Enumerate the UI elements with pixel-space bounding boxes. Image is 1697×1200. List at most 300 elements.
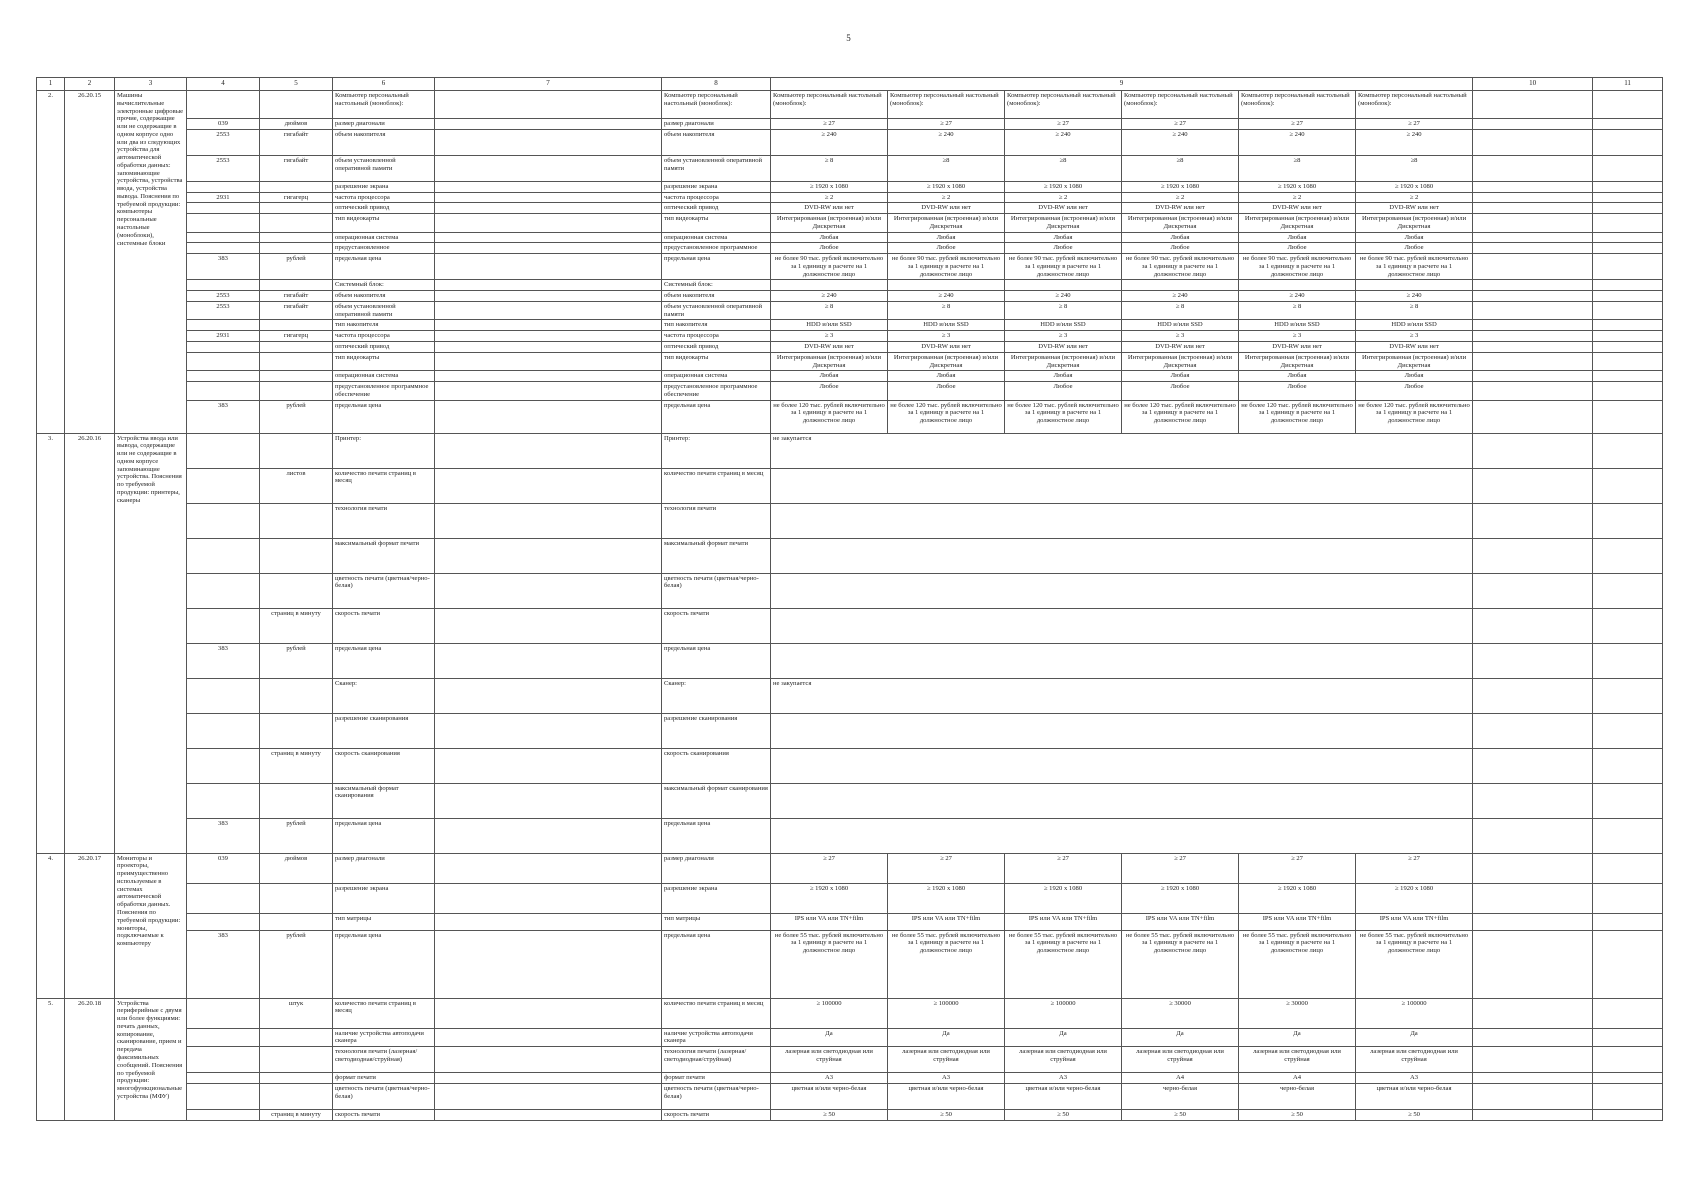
characteristic-name: разрешение экрана <box>333 883 435 913</box>
value-cell-empty <box>771 643 1473 678</box>
value-cell: не более 55 тыс. рублей включительно за 1 единицу в расчете на 1 должностное лицо <box>1239 930 1356 998</box>
characteristic-name-approved: операционная система <box>662 371 771 382</box>
value-cell: ≥ 30000 <box>1239 998 1356 1028</box>
unit-name <box>260 243 333 254</box>
characteristic-value-empty <box>435 853 662 883</box>
characteristic-name: предельная цена <box>333 930 435 998</box>
okei-code <box>187 998 260 1028</box>
value-cell: лазерная или светодиодная или струйная <box>1005 1047 1122 1073</box>
value-cell: ≥ 8 <box>1005 301 1122 320</box>
unit-name: рублей <box>260 930 333 998</box>
col-header: 6 <box>333 78 435 91</box>
characteristic-value-empty <box>435 91 662 119</box>
characteristic-name: оптический привод <box>333 203 435 214</box>
unit-name: дюймов <box>260 853 333 883</box>
unit-name: страниц в минуту <box>260 608 333 643</box>
col10-cell <box>1473 930 1593 998</box>
okei-code: 2553 <box>187 291 260 302</box>
value-cell: Компьютер персональный настольный (моноблок): <box>1122 91 1239 119</box>
characteristic-name: размер диагонали <box>333 853 435 883</box>
value-cell: не более 55 тыс. рублей включительно за 1 единицу в расчете на 1 должностное лицо <box>1356 930 1473 998</box>
value-cell: Интегрированная (встроенная) и/или Дискретная <box>1239 352 1356 371</box>
okei-code: 2553 <box>187 129 260 155</box>
characteristic-value-empty <box>435 1073 662 1084</box>
value-cell: ≥ 8 <box>888 301 1005 320</box>
value-cell: IPS или VA или TN+film <box>771 913 888 930</box>
characteristic-name-approved: скорость сканирования <box>662 748 771 783</box>
col11-cell <box>1593 232 1663 243</box>
characteristic-name: разрешение экрана <box>333 181 435 192</box>
characteristic-name-approved: предустановленное программное обеспечение <box>662 382 771 401</box>
value-cell: цветная и/или черно-белая <box>1005 1084 1122 1110</box>
okei-code <box>187 371 260 382</box>
value-cell-empty <box>771 818 1473 853</box>
col-header: 11 <box>1593 78 1663 91</box>
table-row <box>37 155 1663 181</box>
okei-code <box>187 243 260 254</box>
value-cell: ≥ 2 <box>1005 192 1122 203</box>
value-cell: Любое <box>1005 382 1122 401</box>
value-cell: ≥ 27 <box>1239 853 1356 883</box>
okei-code: 383 <box>187 818 260 853</box>
okei-code: 2931 <box>187 331 260 342</box>
value-cell: ≥ 30000 <box>1122 998 1239 1028</box>
value-cell: ≥ 27 <box>1356 853 1473 883</box>
value-cell-empty <box>771 748 1473 783</box>
value-cell: IPS или VA или TN+film <box>1356 913 1473 930</box>
value-cell: Любое <box>888 243 1005 254</box>
value-cell: ≥ 27 <box>1239 119 1356 130</box>
characteristic-name-approved: объем накопителя <box>662 129 771 155</box>
value-cell: не более 120 тыс. рублей включительно за 1 единицу в расчете на 1 должностное лицо <box>1122 400 1239 433</box>
unit-name <box>260 433 333 468</box>
characteristic-name-approved: размер диагонали <box>662 853 771 883</box>
value-cell: Интегрированная (встроенная) и/или Дискретная <box>1005 352 1122 371</box>
value-cell: DVD-RW или нет <box>1122 342 1239 353</box>
value-cell: лазерная или светодиодная или струйная <box>1356 1047 1473 1073</box>
value-cell: ≥ 2 <box>888 192 1005 203</box>
okei-code <box>187 913 260 930</box>
value-cell: лазерная или светодиодная или струйная <box>888 1047 1005 1073</box>
table-row <box>37 1028 1663 1047</box>
table-row <box>37 192 1663 203</box>
col-header: 5 <box>260 78 333 91</box>
col11-cell <box>1593 998 1663 1028</box>
unit-name: гигагерц <box>260 331 333 342</box>
value-cell: Любая <box>1005 232 1122 243</box>
characteristic-name: операционная система <box>333 371 435 382</box>
table-row <box>37 883 1663 913</box>
unit-name <box>260 91 333 119</box>
characteristic-name-approved: цветность печати (цветная/черно-белая) <box>662 1084 771 1110</box>
value-cell: не более 55 тыс. рублей включительно за 1 единицу в расчете на 1 должностное лицо <box>771 930 888 998</box>
characteristic-name: скорость печати <box>333 608 435 643</box>
row-number: 2. <box>37 91 65 434</box>
value-cell: HDD и/или SSD <box>1356 320 1473 331</box>
characteristic-name: тип видеокарты <box>333 214 435 233</box>
col10-cell <box>1473 232 1593 243</box>
value-cell: ≥ 3 <box>1005 331 1122 342</box>
value-cell <box>1356 280 1473 291</box>
value-cell: ≥ 3 <box>1239 331 1356 342</box>
table-row <box>37 1084 1663 1110</box>
characteristic-value-empty <box>435 1028 662 1047</box>
value-cell: ≥ 240 <box>771 129 888 155</box>
okei-code <box>187 608 260 643</box>
unit-name <box>260 214 333 233</box>
characteristic-name: количество печати страниц в месяц <box>333 468 435 503</box>
column-number-row <box>37 78 1663 91</box>
value-cell: Любая <box>1005 371 1122 382</box>
value-cell <box>1005 280 1122 291</box>
unit-name: страниц в минуту <box>260 1110 333 1121</box>
value-cell-empty <box>771 503 1473 538</box>
characteristic-name: оптический привод <box>333 342 435 353</box>
col10-cell <box>1473 400 1593 433</box>
characteristic-value-empty <box>435 883 662 913</box>
unit-name <box>260 280 333 291</box>
okei-code <box>187 573 260 608</box>
value-cell: Интегрированная (встроенная) и/или Дискретная <box>1122 214 1239 233</box>
value-cell: HDD и/или SSD <box>1122 320 1239 331</box>
unit-name: гигабайт <box>260 155 333 181</box>
value-cell: Интегрированная (встроенная) и/или Дискретная <box>888 352 1005 371</box>
value-cell: Любое <box>1122 243 1239 254</box>
characteristic-name: объем накопителя <box>333 291 435 302</box>
table-row <box>37 382 1663 401</box>
characteristic-name: скорость сканирования <box>333 748 435 783</box>
value-cell: DVD-RW или нет <box>1005 203 1122 214</box>
value-cell: DVD-RW или нет <box>1122 203 1239 214</box>
value-cell: ≥ 27 <box>1005 119 1122 130</box>
value-cell: не более 90 тыс. рублей включительно за 1 единицу в расчете на 1 должностное лицо <box>1239 254 1356 280</box>
characteristic-name: предельная цена <box>333 254 435 280</box>
value-cell: ≥ 240 <box>1239 291 1356 302</box>
table-row <box>37 301 1663 320</box>
col11-cell <box>1593 913 1663 930</box>
col11-cell <box>1593 320 1663 331</box>
value-cell: черно-белая <box>1122 1084 1239 1110</box>
characteristic-name: тип видеокарты <box>333 352 435 371</box>
unit-name <box>260 503 333 538</box>
characteristic-value-empty <box>435 382 662 401</box>
okei-code: 2553 <box>187 155 260 181</box>
col11-cell <box>1593 1028 1663 1047</box>
characteristic-name: предельная цена <box>333 400 435 433</box>
product-description: Устройства периферийные с двумя или более функциями: печать данных, копирование, сканирование, прием и передача факсимильных сообщений. Пояснения по требуемой продукции: многофункциональные устройства (МФУ) <box>115 998 187 1120</box>
col11-cell <box>1593 883 1663 913</box>
value-cell: Интегрированная (встроенная) и/или Дискретная <box>1239 214 1356 233</box>
characteristic-value-empty <box>435 748 662 783</box>
table-row <box>37 538 1663 573</box>
characteristic-value-empty <box>435 280 662 291</box>
col-header: 8 <box>662 78 771 91</box>
characteristic-name: частота процессора <box>333 331 435 342</box>
product-description: Машины вычислительные электронные цифровые прочие, содержащие или не содержащие в одном корпусе одно или два из следующих устройства для автоматической обработки данных: запоминающие устройства, устройства ввода, устройства вывода. Пояснения по требуемой продукции: компьютеры персональные настольные (моноблоки), системные блоки <box>115 91 187 434</box>
value-cell: ≥ 50 <box>1356 1110 1473 1121</box>
characteristic-name: наличие устройства автоподачи сканера <box>333 1028 435 1047</box>
characteristic-name: предустановленное программное обеспечение <box>333 382 435 401</box>
characteristic-name: разрешение сканирования <box>333 713 435 748</box>
col10-cell <box>1473 678 1593 713</box>
col11-cell <box>1593 91 1663 119</box>
value-cell: лазерная или светодиодная или струйная <box>1122 1047 1239 1073</box>
characteristic-name-approved: технология печати <box>662 503 771 538</box>
value-cell: ≥ 50 <box>1239 1110 1356 1121</box>
table-row <box>37 91 1663 119</box>
characteristic-name-approved: оптический привод <box>662 342 771 353</box>
value-cell: Любое <box>1239 243 1356 254</box>
value-cell: не более 55 тыс. рублей включительно за 1 единицу в расчете на 1 должностное лицо <box>1005 930 1122 998</box>
not-purchased-note: не закупается <box>771 433 1473 468</box>
col10-cell <box>1473 382 1593 401</box>
value-cell: ≥8 <box>1122 155 1239 181</box>
table-row <box>37 280 1663 291</box>
col10-cell <box>1473 1073 1593 1084</box>
characteristic-name-approved: Сканер: <box>662 678 771 713</box>
table-row <box>37 129 1663 155</box>
col10-cell <box>1473 913 1593 930</box>
value-cell: Любая <box>1239 232 1356 243</box>
table-row <box>37 400 1663 433</box>
value-cell: ≥ 100000 <box>1005 998 1122 1028</box>
value-cell: ≥ 2 <box>771 192 888 203</box>
value-cell: ≥ 8 <box>1122 301 1239 320</box>
okei-code <box>187 713 260 748</box>
value-cell: ≥ 240 <box>771 291 888 302</box>
col11-cell <box>1593 155 1663 181</box>
value-cell <box>1122 280 1239 291</box>
col-header: 2 <box>65 78 115 91</box>
col11-cell <box>1593 538 1663 573</box>
table-row <box>37 119 1663 130</box>
value-cell: ≥ 2 <box>1356 192 1473 203</box>
value-cell: ≥ 2 <box>1122 192 1239 203</box>
unit-name: гигабайт <box>260 301 333 320</box>
value-cell-empty <box>771 468 1473 503</box>
unit-name <box>260 352 333 371</box>
value-cell: ≥ 1920 x 1080 <box>1356 883 1473 913</box>
value-cell: А4 <box>1239 1073 1356 1084</box>
characteristic-name: предельная цена <box>333 818 435 853</box>
value-cell: Любая <box>1356 371 1473 382</box>
col11-cell <box>1593 331 1663 342</box>
value-cell: IPS или VA или TN+film <box>888 913 1005 930</box>
value-cell: ≥ 3 <box>888 331 1005 342</box>
value-cell: ≥ 27 <box>1356 119 1473 130</box>
row-number: 5. <box>37 998 65 1120</box>
value-cell: цветная и/или черно-белая <box>1356 1084 1473 1110</box>
table-row <box>37 930 1663 998</box>
unit-name <box>260 232 333 243</box>
col10-cell <box>1473 538 1593 573</box>
okei-code <box>187 1073 260 1084</box>
characteristic-name-approved: оптический привод <box>662 203 771 214</box>
col11-cell <box>1593 1110 1663 1121</box>
okei-code <box>187 91 260 119</box>
col10-cell <box>1473 203 1593 214</box>
value-cell: ≥ 240 <box>1239 129 1356 155</box>
col11-cell <box>1593 503 1663 538</box>
table-row <box>37 331 1663 342</box>
characteristic-name: максимальный формат сканирования <box>333 783 435 818</box>
unit-name: рублей <box>260 643 333 678</box>
table-row <box>37 291 1663 302</box>
okpd2-code: 26.20.15 <box>65 91 115 434</box>
value-cell: ≥ 100000 <box>888 998 1005 1028</box>
value-cell: Да <box>1356 1028 1473 1047</box>
table-row <box>37 913 1663 930</box>
col10-cell <box>1473 342 1593 353</box>
unit-name <box>260 883 333 913</box>
characteristic-value-empty <box>435 608 662 643</box>
value-cell: Интегрированная (встроенная) и/или Дискретная <box>1005 214 1122 233</box>
characteristic-name-approved: объем установленной оперативной памяти <box>662 301 771 320</box>
characteristic-name-approved: тип видеокарты <box>662 352 771 371</box>
value-cell: не более 120 тыс. рублей включительно за 1 единицу в расчете на 1 должностное лицо <box>1356 400 1473 433</box>
characteristic-name: частота процессора <box>333 192 435 203</box>
table-row <box>37 232 1663 243</box>
page-number: 5 <box>846 33 851 43</box>
value-cell: Интегрированная (встроенная) и/или Дискретная <box>1356 214 1473 233</box>
col10-cell <box>1473 573 1593 608</box>
col10-cell <box>1473 608 1593 643</box>
characteristic-name-approved: предельная цена <box>662 643 771 678</box>
col11-cell <box>1593 1047 1663 1073</box>
value-cell: ≥ 100000 <box>771 998 888 1028</box>
characteristic-name-approved: количество печати страниц в месяц <box>662 468 771 503</box>
characteristic-name: размер диагонали <box>333 119 435 130</box>
row-number: 3. <box>37 433 65 853</box>
characteristic-value-empty <box>435 400 662 433</box>
characteristic-name-approved: технология печати (лазерная/светодиодная/струйная) <box>662 1047 771 1073</box>
col11-cell <box>1593 254 1663 280</box>
value-cell: Интегрированная (встроенная) и/или Дискретная <box>771 214 888 233</box>
okei-code <box>187 1028 260 1047</box>
col11-cell <box>1593 280 1663 291</box>
characteristic-name-approved: разрешение экрана <box>662 883 771 913</box>
col11-cell <box>1593 853 1663 883</box>
characteristic-value-empty <box>435 468 662 503</box>
value-cell: не более 90 тыс. рублей включительно за 1 единицу в расчете на 1 должностное лицо <box>888 254 1005 280</box>
value-cell: DVD-RW или нет <box>1239 342 1356 353</box>
value-cell: черно-белая <box>1239 1084 1356 1110</box>
characteristic-name-approved: цветность печати (цветная/черно-белая) <box>662 573 771 608</box>
okei-code: 383 <box>187 254 260 280</box>
unit-name <box>260 382 333 401</box>
col11-cell <box>1593 468 1663 503</box>
unit-name <box>260 203 333 214</box>
unit-name: страниц в минуту <box>260 748 333 783</box>
characteristic-name: максимальный формат печати <box>333 538 435 573</box>
value-cell: Любая <box>1239 371 1356 382</box>
col10-cell <box>1473 243 1593 254</box>
characteristic-name-approved: скорость печати <box>662 1110 771 1121</box>
okpd2-code: 26.20.16 <box>65 433 115 853</box>
characteristic-value-empty <box>435 203 662 214</box>
value-cell: Да <box>1005 1028 1122 1047</box>
value-cell: ≥ 27 <box>1122 853 1239 883</box>
col10-cell <box>1473 853 1593 883</box>
value-cell: Интегрированная (встроенная) и/или Дискретная <box>771 352 888 371</box>
okei-code <box>187 503 260 538</box>
characteristic-name: тип накопителя <box>333 320 435 331</box>
unit-name: рублей <box>260 400 333 433</box>
okei-code <box>187 342 260 353</box>
value-cell: Компьютер персональный настольный (моноблок): <box>1356 91 1473 119</box>
characteristic-name-approved: Системный блок: <box>662 280 771 291</box>
unit-name: гигагерц <box>260 192 333 203</box>
okei-code <box>187 783 260 818</box>
value-cell: цветная и/или черно-белая <box>888 1084 1005 1110</box>
characteristic-value-empty <box>435 913 662 930</box>
col11-cell <box>1593 678 1663 713</box>
value-cell: ≥ 1920 x 1080 <box>888 181 1005 192</box>
characteristic-name: цветность печати (цветная/черно-белая) <box>333 573 435 608</box>
value-cell: не более 90 тыс. рублей включительно за 1 единицу в расчете на 1 должностное лицо <box>771 254 888 280</box>
characteristic-name-approved: предельная цена <box>662 400 771 433</box>
col10-cell <box>1473 301 1593 320</box>
col11-cell <box>1593 400 1663 433</box>
value-cell: ≥ 1920 x 1080 <box>1239 181 1356 192</box>
characteristic-name-approved: предустановленное программное <box>662 243 771 254</box>
value-cell: HDD и/или SSD <box>1005 320 1122 331</box>
table-row <box>37 818 1663 853</box>
col-header: 9 <box>771 78 1473 91</box>
unit-name <box>260 1047 333 1073</box>
value-cell: Любое <box>771 382 888 401</box>
characteristic-name-approved: частота процессора <box>662 331 771 342</box>
okei-code <box>187 382 260 401</box>
value-cell: ≥ 3 <box>771 331 888 342</box>
okei-code: 2931 <box>187 192 260 203</box>
characteristic-value-empty <box>435 998 662 1028</box>
col10-cell <box>1473 748 1593 783</box>
value-cell: ≥ 240 <box>888 291 1005 302</box>
characteristic-name: предустановленное <box>333 243 435 254</box>
table-row <box>37 433 1663 468</box>
col10-cell <box>1473 91 1593 119</box>
value-cell: Интегрированная (встроенная) и/или Дискретная <box>888 214 1005 233</box>
okei-code <box>187 468 260 503</box>
okei-code <box>187 883 260 913</box>
characteristic-value-empty <box>435 1110 662 1121</box>
value-cell: ≥8 <box>1005 155 1122 181</box>
characteristic-name-approved: предельная цена <box>662 930 771 998</box>
col11-cell <box>1593 783 1663 818</box>
col10-cell <box>1473 291 1593 302</box>
okei-code <box>187 433 260 468</box>
okpd2-code: 26.20.18 <box>65 998 115 1120</box>
value-cell: Да <box>888 1028 1005 1047</box>
col10-cell <box>1473 254 1593 280</box>
characteristic-value-empty <box>435 243 662 254</box>
col11-cell <box>1593 573 1663 608</box>
okei-code: 039 <box>187 853 260 883</box>
value-cell: Любая <box>888 232 1005 243</box>
value-cell: ≥ 8 <box>1356 301 1473 320</box>
characteristic-name: объем установленной оперативной памяти <box>333 155 435 181</box>
value-cell: не более 120 тыс. рублей включительно за 1 единицу в расчете на 1 должностное лицо <box>771 400 888 433</box>
unit-name <box>260 538 333 573</box>
value-cell: ≥ 240 <box>1122 129 1239 155</box>
okpd2-code: 26.20.17 <box>65 853 115 998</box>
value-cell: Интегрированная (встроенная) и/или Дискретная <box>1356 352 1473 371</box>
value-cell: Интегрированная (встроенная) и/или Дискретная <box>1122 352 1239 371</box>
value-cell: Любая <box>771 232 888 243</box>
requirements-table <box>36 77 1663 1121</box>
characteristic-name-approved: тип матрицы <box>662 913 771 930</box>
